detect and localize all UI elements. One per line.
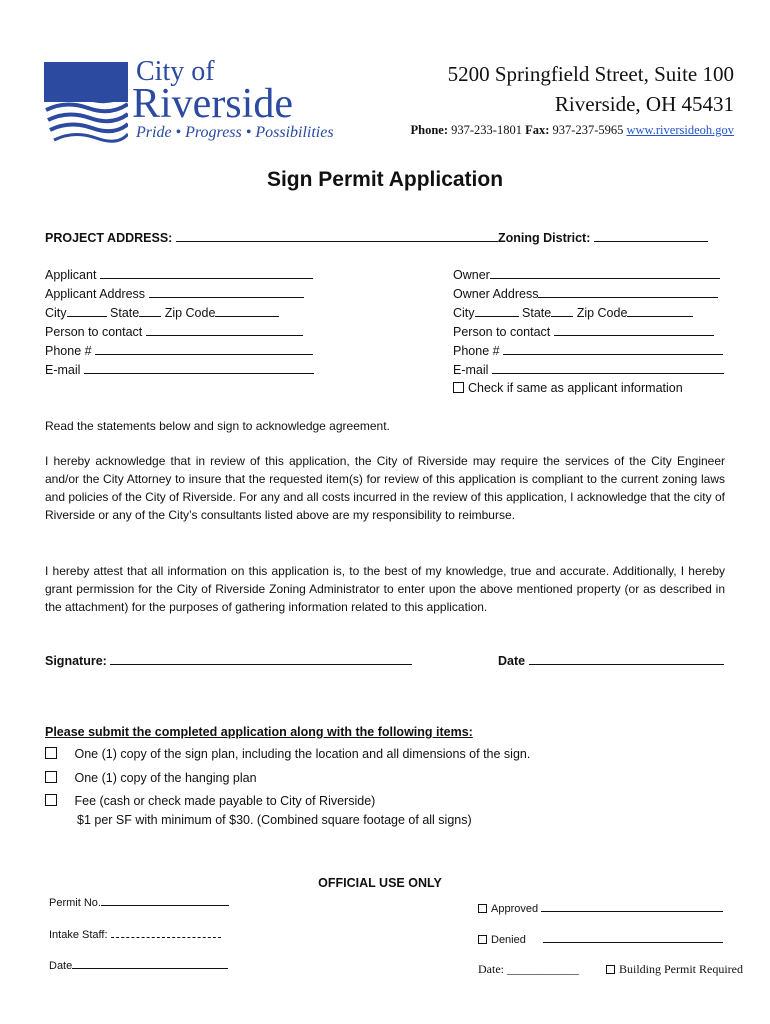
applicant-label: Applicant	[45, 268, 97, 282]
signature-date-label: Date	[498, 654, 526, 668]
submit-item-label: Fee (cash or check made payable to City of Riverside)	[74, 794, 376, 808]
applicant-city-label: City	[45, 306, 67, 320]
approved-checkbox-icon[interactable]	[478, 904, 487, 913]
submit-item-label: One (1) copy of the sign plan, including the location and all dimensions of the sign.	[74, 747, 531, 761]
statements-intro: Read the statements below and sign to acknowledge agreement.	[45, 419, 390, 433]
same-as-applicant-checkbox[interactable]	[453, 381, 683, 395]
building-permit-label: Building Permit Required	[619, 962, 743, 976]
header-address1: 5200 Springfield Street, Suite 100	[447, 62, 734, 86]
intake-staff-field[interactable]	[49, 928, 221, 941]
applicant-address-label: Applicant Address	[45, 287, 146, 301]
page-title: Sign Permit Application	[266, 168, 504, 191]
official-heading: OFFICIAL USE ONLY	[318, 876, 442, 890]
applicant-contact-field[interactable]	[45, 324, 303, 339]
permit-no-label: Permit No.	[49, 897, 101, 909]
building-permit-checkbox[interactable]	[606, 962, 743, 977]
submit-item-2[interactable]	[45, 771, 257, 785]
denied-label: Denied	[491, 934, 526, 946]
applicant-contact-label: Person to contact	[45, 325, 143, 339]
logo-line1: City of	[136, 56, 215, 87]
official-date2-field[interactable]	[478, 962, 579, 977]
owner-state-label: State	[522, 306, 552, 320]
applicant-address-field[interactable]	[45, 286, 304, 301]
denied-field[interactable]	[478, 933, 723, 946]
applicant-email-label: E-mail	[45, 363, 81, 377]
same-as-applicant-label: Check if same as applicant information	[468, 381, 683, 395]
owner-contact-field[interactable]	[453, 324, 714, 339]
signature-label: Signature:	[45, 654, 107, 668]
fax-label: Fax:	[525, 123, 550, 137]
item-checkbox-icon[interactable]	[45, 747, 57, 759]
official-date2-blank: ____________	[507, 962, 579, 976]
applicant-city-state-zip[interactable]	[45, 305, 279, 320]
header-address2: Riverside, OH 45431	[554, 92, 734, 116]
owner-phone-field[interactable]	[453, 343, 723, 358]
owner-field[interactable]	[453, 267, 720, 282]
header-contact	[411, 123, 734, 138]
denied-checkbox-icon[interactable]	[478, 935, 487, 944]
river-logo-icon	[44, 62, 128, 146]
website-link[interactable]: www.riversideoh.gov	[626, 123, 734, 137]
item-checkbox-icon[interactable]	[45, 794, 57, 806]
item-checkbox-icon[interactable]	[45, 771, 57, 783]
zoning-label: Zoning District:	[498, 231, 591, 245]
applicant-phone-label: Phone #	[45, 344, 92, 358]
signature-field[interactable]	[45, 653, 412, 668]
owner-email-label: E-mail	[453, 363, 489, 377]
project-address-label: PROJECT ADDRESS:	[45, 231, 173, 245]
owner-address-field[interactable]	[453, 286, 718, 301]
zoning-district-field[interactable]	[498, 230, 708, 245]
statement-paragraph-2: I hereby attest that all information on this application is, to the best of my knowledge, true and accurate. Additionally, I hereby grant permission for the City of Riverside Zoning Administrator to enter upon the above mentioned property (or as described in the attachment) for the purposes of gathering information related to this application.	[45, 564, 725, 614]
checkbox-icon[interactable]	[453, 382, 464, 393]
owner-email-field[interactable]	[453, 362, 724, 377]
official-date-field[interactable]	[49, 959, 228, 972]
applicant-email-field[interactable]	[45, 362, 314, 377]
fee-note: $1 per SF with minimum of $30. (Combined square footage of all signs)	[77, 813, 472, 827]
intake-staff-label: Intake Staff:	[49, 929, 108, 941]
official-date-label: Date	[49, 960, 73, 972]
approved-label: Approved	[491, 903, 539, 915]
permit-no-field[interactable]	[49, 896, 229, 909]
owner-address-label: Owner Address	[453, 287, 539, 301]
owner-city-state-zip[interactable]	[453, 305, 693, 320]
submit-item-3[interactable]	[45, 794, 375, 808]
phone-label: Phone:	[410, 123, 449, 137]
submit-heading: Please submit the completed application along with the following items:	[45, 725, 473, 739]
owner-zip-label: Zip Code	[576, 306, 628, 320]
approved-field[interactable]	[478, 902, 723, 915]
city-logo	[44, 56, 344, 146]
submit-item-label: One (1) copy of the hanging plan	[74, 771, 257, 785]
building-permit-checkbox-icon[interactable]	[606, 965, 615, 974]
owner-phone-label: Phone #	[453, 344, 500, 358]
applicant-state-label: State	[110, 306, 140, 320]
logo-line2: Riverside	[132, 81, 293, 127]
owner-city-label: City	[453, 306, 475, 320]
applicant-zip-label: Zip Code	[164, 306, 216, 320]
logo-tagline: Pride • Progress • Possibilities	[136, 124, 334, 141]
owner-label: Owner	[453, 268, 490, 282]
statement-paragraph-1: I hereby acknowledge that in review of this application, the City of Riverside may require the services of the City Engineer and/or the City Attorney to insure that the requested item(s) for review of this application is compliant to the current zoning laws and policies of the City of Riverside. For any and all costs incurred in the review of this application, I acknowledge that the city of Riverside or any of the City’s consultants listed above are my responsibility to reimburse.	[45, 454, 725, 522]
phone-value: 937-233-1801	[451, 123, 522, 137]
owner-contact-label: Person to contact	[453, 325, 551, 339]
submit-item-1[interactable]	[45, 747, 530, 761]
official-date2-label: Date:	[478, 962, 504, 976]
applicant-phone-field[interactable]	[45, 343, 313, 358]
fax-value: 937-237-5965	[552, 123, 624, 137]
signature-date-field[interactable]	[498, 653, 724, 668]
applicant-field[interactable]	[45, 267, 313, 282]
project-address-field[interactable]	[45, 230, 498, 245]
